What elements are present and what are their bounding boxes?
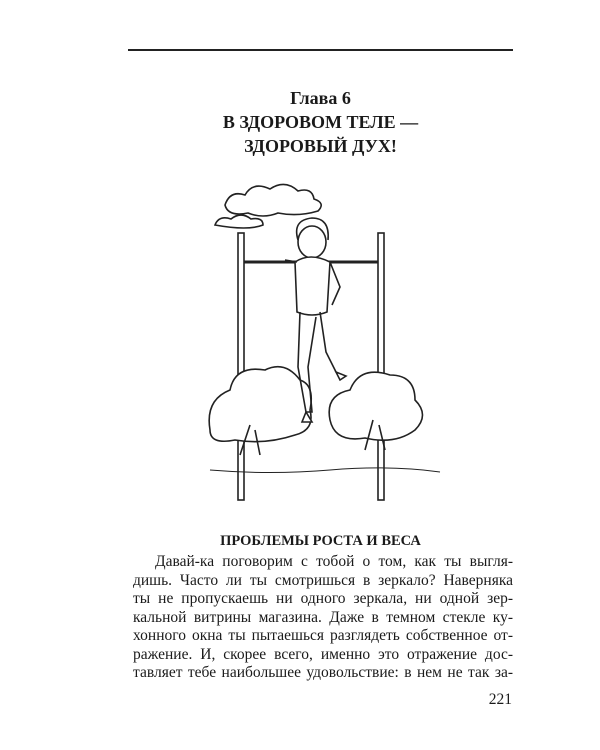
body-line: тавляет тебе наибольшее удовольствие: в нем не так за-: [133, 664, 513, 681]
chapter-title-line-2: ЗДОРОВЫЙ ДУХ!: [244, 136, 397, 156]
body-text: [133, 553, 513, 683]
chapter-title-line-1: В ЗДОРОВОМ ТЕЛЕ —: [222, 112, 419, 132]
body-line: дишь. Часто ли ты смотришься в зеркало? Наверняка: [133, 571, 513, 589]
header-rule: [128, 49, 513, 51]
cloud-icon: [215, 184, 321, 228]
body-line: Давай-ка поговорим с тобой о том, как ты выгля-: [155, 553, 513, 570]
body-line: хонного окна ты пытаешься разглядеть собственное от-: [133, 627, 513, 644]
section-heading: ПРОБЛЕМЫ РОСТА И ВЕСА: [220, 533, 421, 549]
body-line: кальной витрины магазина. Даже в темном стекле ку-: [133, 608, 513, 626]
chapter-number: Глава 6: [290, 88, 351, 108]
body-line: ты не пропускаешь ни одного зеркала, ни одной зер-: [133, 590, 513, 607]
body-line: ражение. И, скорее всего, именно это отражение дос-: [133, 645, 513, 663]
illustration-girl-on-horizontal-bar: [190, 170, 450, 505]
page-number: 221: [488, 691, 512, 708]
